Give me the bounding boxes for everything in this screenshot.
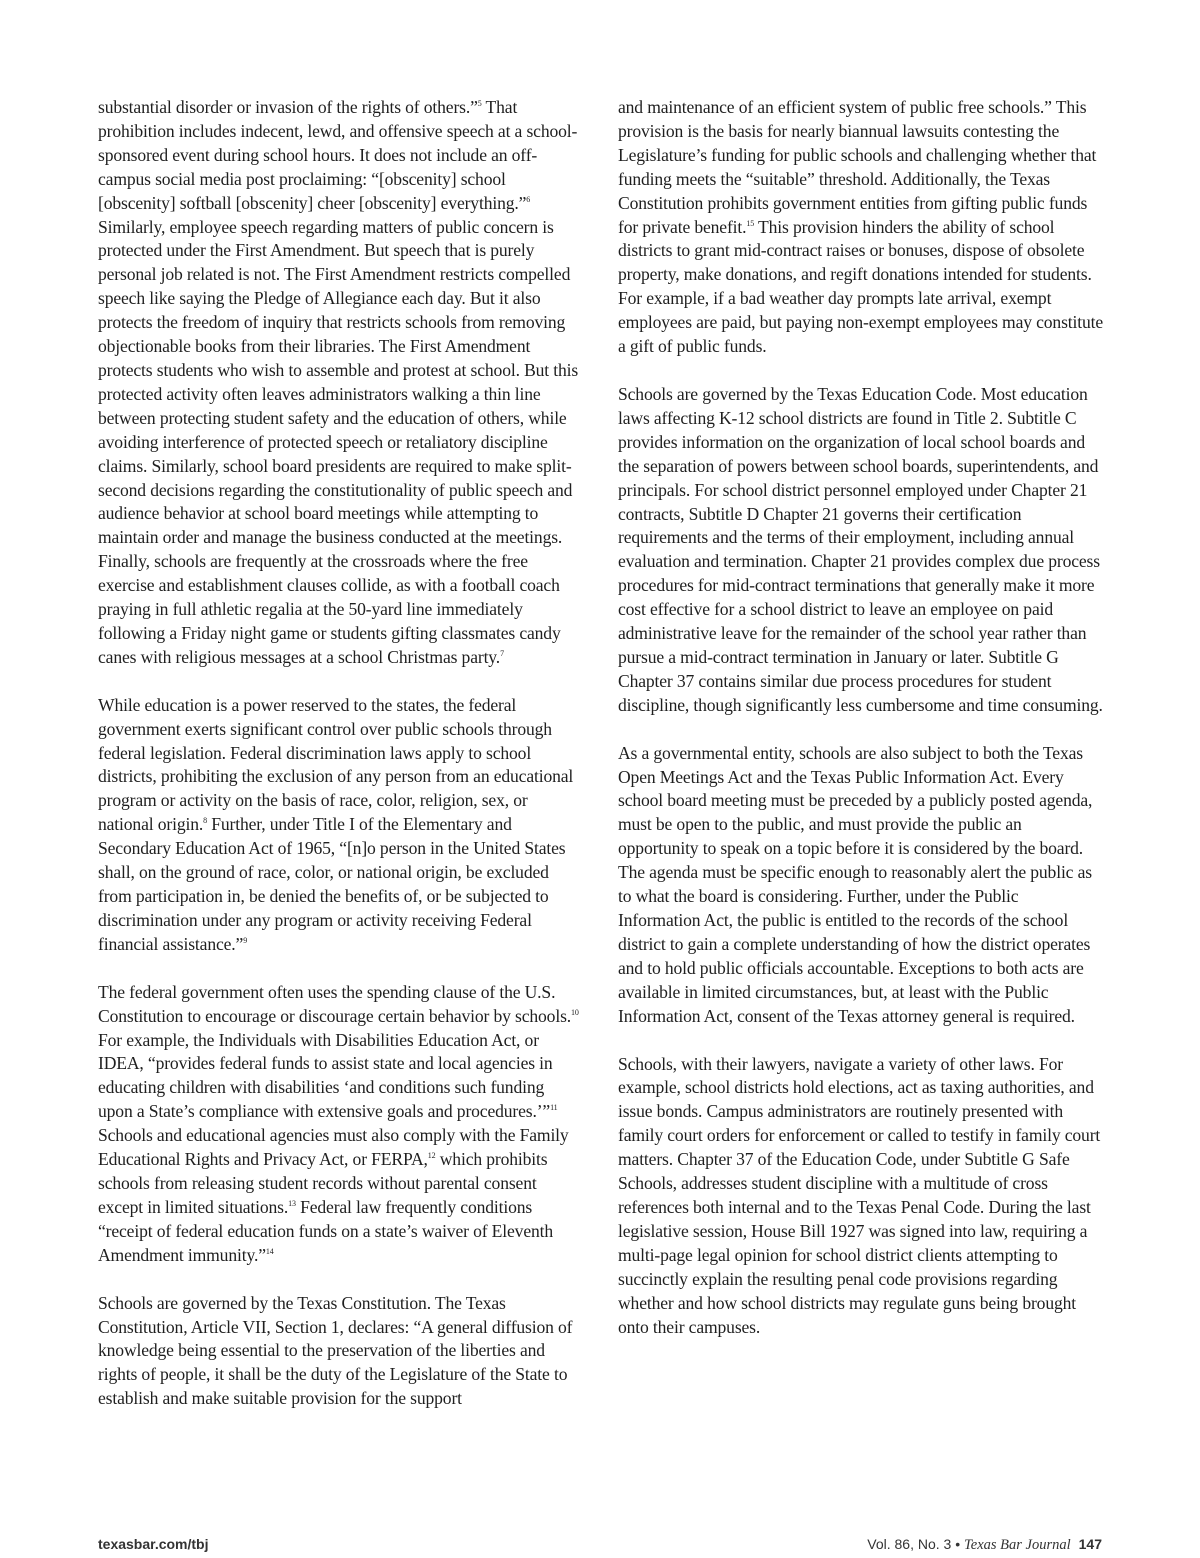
paragraph: Schools are governed by the Texas Constitution. The Texas Constitution, Article VII, Section 1, declares: “A general diffusion of knowledge being essential to the preservation of the liberties and rights of people, it shall be the duty of the Legislature of the State to establish and make suitable provision for the support [98,1292,573,1409]
footnote-ref[interactable]: 5 [477,99,482,108]
footnote-ref[interactable]: 12 [427,1151,436,1161]
page-number: 147 [1078,1536,1102,1552]
paragraph: substantial disorder or invasion of the rights of others.”$^5$ That prohibition includes indecent, lewd, and offensive speech at a school-sponsored event during school hours. It does not include an off-campus social media post proclaiming: “[obscenity] school [obscenity] softball [obscenity] cheer [obscenity] everything.”$^6$ Similarly, employee speech regarding matters of public concern is protected under the First Amendment. But speech that is purely personal job related is not. The First Amendment restricts compelled speech like saying the Pledge of Allegiance each day. But it also protects the freedom of inquiry that restricts schools from removing objectionable books from their libraries. The First Amendment protects students who wish to assemble and protest at school. But this protected activity often leaves administrators walking a thin line between protecting student safety and the education of others, while avoiding interference of protected speech or retaliatory discipline claims. Similarly, school board presidents are required to make split-second decisions regarding the constitutionality of public speech and audience behavior at school board meetings while attempting to maintain order and manage the business conducted at the meetings. Finally, schools are frequently at the crossroads where the free exercise and establishment clauses collide, as with a football coach praying in full athletic regalia at the 50-yard line immediately following a Friday night game or students gifting classmates candy canes with religious messages at a school Christmas party.$^7$ [98,97,579,667]
page-footer [98,1536,1102,1556]
footnote-ref[interactable]: 7 [500,648,504,658]
footnote-ref[interactable]: 13 [288,1198,296,1208]
paragraph: As a governmental entity, schools are also subject to both the Texas Open Meetings Act and the Texas Public Information Act. Every school board meeting must be preceded by a publicly posted agenda, must be open to the public, and must provide the public an opportunity to speak on a topic before it is considered by the board. The agenda must be specific enough to reasonably alert the public as to what the board is considering. Further, under the Public Information Act, the public is entitled to the records of the school district to gain a complete understanding of how the district operates and to hold public officials accountable. Exceptions to both acts are available in limited circumstances, but, at least with the Public Information Act, consent of the Texas attorney general is required. [618,742,1093,1026]
paragraph: and maintenance of an efficient system of public free schools.” This provision is the basis for nearly biannual lawsuits contesting the Legislature’s funding for public schools and challenging whether that funding meets the “suitable” threshold. Additionally, the Texas Constitution prohibits government entities from gifting public funds for private benefit.$^{15}$ This provision hinders the ability of school districts to grant mid-contract raises or bonuses, dispose of obsolete property, make donations, and regift donations intended for students. For example, if a bad weather day prompts late arrival, exempt employees are paid, but paying non-exempt employees may constitute a gift of public funds. [618,97,1104,357]
paragraph: While education is a power reserved to the states, the federal government exerts significant control over public schools through federal legislation. Federal discrimination laws apply to school districts, prohibiting the exclusion of any person from an educational program or activity on the basis of race, color, religion, sex, or national origin.$^8$ Further, under Title I of the Elementary and Secondary Education Act of 1965, “[n]o person in the United States shall, on the ground of race, color, or national origin, be excluded from participation in, be denied the benefits of, or be subjected to discrimination under any program or activity receiving Federal financial assistance.”$^9$ [98,694,574,954]
issue-number: Vol. 86, No. 3 [867,1536,952,1552]
left-column [98,96,582,1435]
paragraph: Schools, with their lawyers, navigate a variety of other laws. For example, school districts hold elections, act as taxing authorities, and issue bonds. Campus administrators are routinely presented with family court orders for enforcement or called to testify in family court matters. Chapter 37 of the Education Code, under Subtitle G Safe Schools, addresses student discipline with a multitude of cross references both internal and to the Texas Penal Code. During the last legislative session, House Bill 1927 was signed into law, requiring a multi-page legal opinion for school district clients attempting to succinctly explain the resulting penal code provisions regarding whether and how school districts may regulate guns being brought onto their campuses. [618,1053,1101,1337]
bullet-separator: • [955,1536,961,1552]
footnote-ref[interactable]: 6 [526,194,531,204]
footnote-ref[interactable]: 8 [203,816,207,826]
footnote-ref[interactable]: 9 [243,935,248,945]
paragraph: The federal government often uses the spending clause of the U.S. Constitution to encourage or discourage certain behavior by schools.$^{10}$ For example, the Individuals with Disabilities Education Act, or IDEA, “provides federal funds to assist state and local agencies in educating children with disabilities ‘and conditions such funding upon a State’s compliance with extensive goals and procedures.’”$^{11}$ Schools and educational agencies must also comply with the Family Educational Rights and Privacy Act, or FERPA,$^{12}$ which prohibits schools from releasing student records without parental consent except in limited situations.$^{13}$ Federal law frequently conditions “receipt of federal education funds on a state’s waiver of Eleventh Amendment immunity.”$^{14}$ [98,981,579,1265]
issue-info [867,1536,1102,1554]
footnote-ref[interactable]: 10 [571,1007,579,1017]
right-column [618,96,1104,1363]
journal-title: Texas Bar Journal [964,1537,1071,1553]
paragraph: Schools are governed by the Texas Education Code. Most education laws affecting K-12 school districts are found in Title 2. Subtitle C provides information on the organization of local school boards and the separation of powers between school boards, superintendents, and principals. For school district personnel employed under Chapter 21 contracts, Subtitle D Chapter 21 governs their certification requirements and the terms of their employment, including annual evaluation and termination. Chapter 21 provides complex due process procedures for mid-contract terminations that generally make it more cost effective for a school district to leave an employee on paid administrative leave for the remainder of the school year rather than pursue a mid-contract termination in January or later. Subtitle G Chapter 37 contains similar due process procedures for student discipline, though significantly less cumbersome and time consuming. [618,383,1103,715]
footnote-ref[interactable]: 14 [265,1246,274,1256]
footnote-ref[interactable]: 11 [550,1103,558,1113]
footnote-ref[interactable]: 15 [746,218,755,228]
website-link[interactable]: texasbar.com/tbj [98,1536,209,1552]
